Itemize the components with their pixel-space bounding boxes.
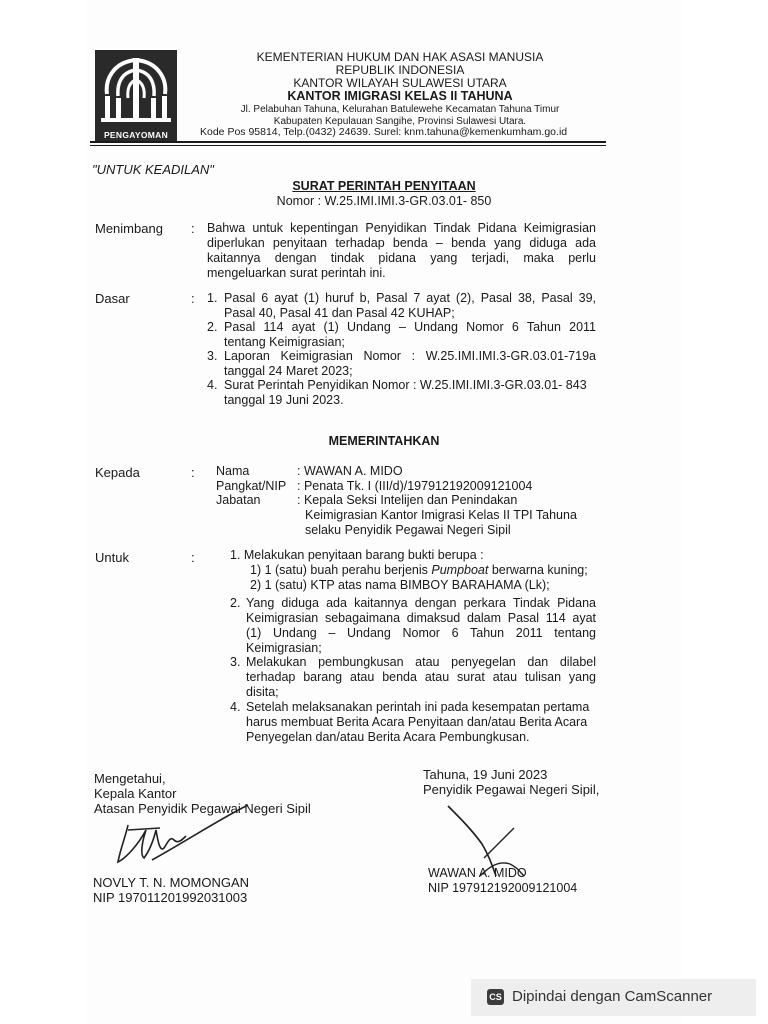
menimbang-line-4: mengeluarkan surat perintah ini.: [207, 266, 386, 280]
banyan-tree-icon: [95, 50, 177, 128]
untuk-item-1: 1. Melakukan penyitaan barang bukti berupa :: [230, 548, 484, 562]
untuk-item-line: terhadap barang atau benda atau surat atau tulisan yang: [246, 670, 596, 684]
right-signer-name: WAWAN A. MIDO: [428, 866, 527, 880]
dasar-colon: :: [191, 291, 195, 306]
pengayoman-logo: [95, 50, 177, 142]
nama-label: Nama: [216, 464, 250, 478]
ministry-name: KEMENTERIAN HUKUM DAN HAK ASASI MANUSIA: [256, 50, 544, 64]
memerintahkan-heading: MEMERINTAHKAN: [328, 434, 440, 448]
untuk-colon: :: [191, 550, 195, 565]
dasar-item-num: 1.: [207, 291, 218, 305]
untuk-item-line: Keimigrasian sebagaimana dimaksud dalam Pasal 114 ayat: [246, 611, 596, 625]
header-rule-thin: [90, 145, 606, 146]
jabatan-label: Jabatan: [216, 493, 261, 507]
dasar-item-line: tanggal 19 Juni 2023.: [224, 393, 344, 407]
office-name: KANTOR IMIGRASI KELAS II TAHUNA: [287, 89, 513, 103]
pangkat-value: : Penata Tk. I (III/d)/197912192009121004: [297, 479, 533, 493]
untuk-item-line: harus membuat Berita Acara Penyitaan dan/atau Berita Acara: [246, 715, 588, 729]
menimbang-colon: :: [191, 221, 195, 236]
menimbang-line-3: kaitannya dengan tindak pidana yang terjadi, maka perlu: [207, 251, 596, 265]
header-rule-thick: [90, 141, 606, 143]
untuk-label: Untuk: [95, 550, 129, 565]
dasar-item-line: Laporan Keimigrasian Nomor : W.25.IMI.IMI.3-GR.03.01-719a: [224, 349, 596, 363]
address-line-2: Kabupaten Kepulauan Sangihe, Provinsi Sulawesi Utara.: [273, 116, 527, 127]
address-line-1: Jl. Pelabuhan Tahuna, Kelurahan Batulewehe Kecamatan Tahuna Timur: [240, 104, 560, 115]
evidence-item-1: 1) 1 (satu) buah perahu berjenis Pumpboat berwarna kuning;: [250, 563, 588, 577]
right-signer-nip: NIP 197912192009121004: [428, 881, 578, 895]
penyidik-role: Penyidik Pegawai Negeri Sipil,: [423, 782, 600, 797]
dasar-label: Dasar: [95, 291, 130, 306]
place-date: Tahuna, 19 Juni 2023: [423, 767, 548, 782]
document-title: SURAT PERINTAH PENYITAAN: [292, 179, 476, 193]
motto: "UNTUK KEADILAN": [92, 162, 214, 177]
document-number: Nomor : W.25.IMI.IMI.3-GR.03.01- 850: [276, 194, 492, 208]
kepala-kantor-text: Kepala Kantor: [94, 786, 177, 801]
logo-label: PENGAYOMAN: [103, 130, 169, 140]
left-signer-name: NOVLY T. N. MOMONGAN: [93, 875, 250, 890]
jabatan-line: Keimigrasian Kantor Imigrasi Kelas II TPI Tahuna: [305, 508, 577, 522]
menimbang-line-1: Bahwa untuk kepentingan Penyidikan Tindak Pidana Keimigrasian: [207, 221, 596, 235]
mengetahui-text: Mengetahui,: [94, 771, 166, 786]
dasar-item-line: tentang Keimigrasian;: [224, 335, 345, 349]
dasar-item-line: Surat Perintah Penyidikan Nomor : W.25.IMI.IMI.3-GR.03.01- 843: [224, 378, 587, 392]
untuk-item-line: Keimigrasian;: [246, 641, 322, 655]
country-name: REPUBLIK INDONESIA: [335, 63, 465, 77]
jabatan-line: : Kepala Seksi Intelijen dan Penindakan: [297, 493, 518, 507]
untuk-item-line: (1) Undang – Undang Nomor 6 Tahun 2011 tentang: [246, 626, 596, 640]
untuk-item-line: Setelah melaksanakan perintah ini pada kesempatan pertama: [246, 700, 590, 714]
dasar-item-num: 2.: [207, 320, 218, 334]
dasar-item-line: Pasal 114 ayat (1) Undang – Undang Nomor 6 Tahun 2011: [224, 320, 596, 334]
camscanner-text: Dipindai dengan CamScanner: [512, 988, 713, 1005]
left-signature-image: [98, 800, 258, 880]
jabatan-line: selaku Penyidik Pegawai Negeri Sipil: [305, 523, 511, 537]
dasar-item-line: tanggal 24 Maret 2023;: [224, 364, 353, 378]
untuk-item-num: 3.: [230, 655, 241, 669]
evidence-item-2: 2) 1 (satu) KTP atas nama BIMBOY BARAHAMA (Lk);: [250, 578, 550, 592]
menimbang-line-2: diperlukan penyitaan terhadap benda – benda yang diduga ada: [207, 236, 596, 250]
untuk-item-line: disita;: [246, 685, 279, 699]
left-signer-nip: NIP 197011201992031003: [93, 890, 248, 905]
camscanner-icon: CS: [487, 989, 504, 1005]
kepada-colon: :: [191, 465, 195, 480]
dasar-item-num: 3.: [207, 349, 218, 363]
dasar-item-line: Pasal 6 ayat (1) huruf b, Pasal 7 ayat (2), Pasal 38, Pasal 39,: [224, 291, 596, 305]
dasar-item-line: Pasal 40, Pasal 41 dan Pasal 42 KUHAP;: [224, 306, 455, 320]
pangkat-label: Pangkat/NIP: [216, 479, 287, 493]
regional-office: KANTOR WILAYAH SULAWESI UTARA: [293, 76, 507, 90]
untuk-item-line: Melakukan pembungkusan atau penyegelan dan dilabel: [246, 655, 596, 669]
atasan-text: Atasan Penyidik Pegawai Negeri Sipil: [94, 801, 311, 816]
untuk-item-line: Yang diduga ada kaitannya dengan perkara Tindak Pidana: [246, 596, 596, 610]
untuk-item-line: Penyegelan dan/atau Berita Acara Pembungkusan.: [246, 730, 530, 744]
dasar-item-num: 4.: [207, 378, 218, 392]
kepada-label: Kepada: [95, 465, 140, 480]
untuk-item-num: 4.: [230, 700, 241, 714]
untuk-item-num: 2.: [230, 596, 241, 610]
nama-value: : WAWAN A. MIDO: [297, 464, 403, 478]
menimbang-label: Menimbang: [95, 221, 163, 236]
contact-line: Kode Pos 95814, Telp.(0432) 24639. Surel: knm.tahuna@kemenkumham.go.id: [200, 126, 568, 138]
